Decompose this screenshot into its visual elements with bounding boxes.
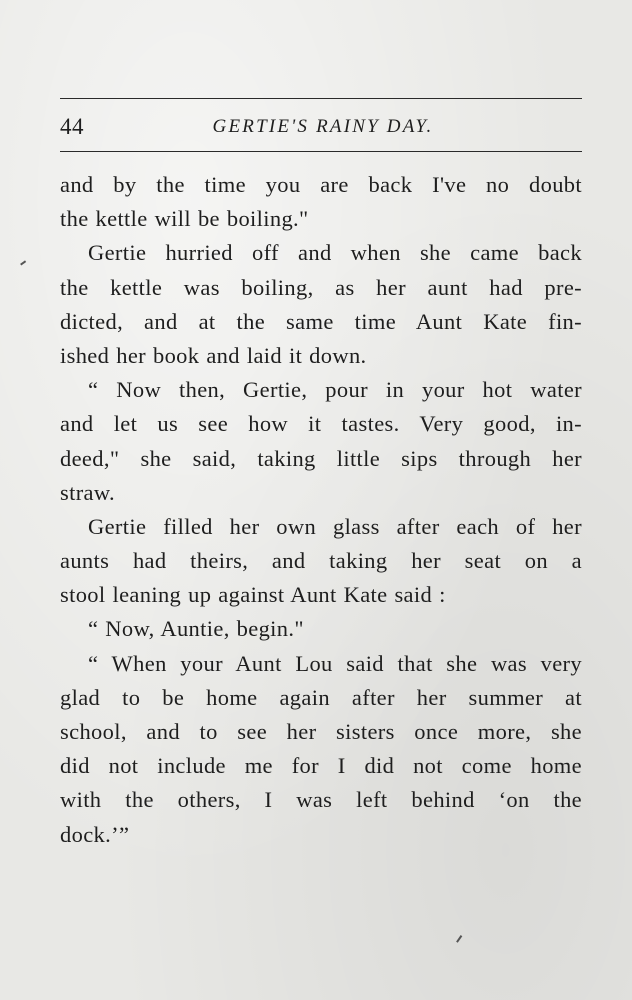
- text-line: deed," she said, taking little sips through her: [60, 445, 582, 471]
- header-bottom-rule: [60, 151, 582, 152]
- text-line: stool leaning up against Aunt Kate said :: [60, 582, 446, 608]
- text-line: dicted, and at the same time Aunt Kate fin-: [60, 308, 582, 334]
- text-line: straw.: [60, 479, 115, 505]
- body-text: [60, 168, 582, 852]
- text-line: with the others, I was left behind ‘on the: [60, 787, 582, 813]
- header-top-rule: [60, 98, 582, 99]
- text-line: aunts had theirs, and taking her seat on a: [60, 548, 582, 574]
- text-line: dock.’”: [60, 821, 130, 847]
- text-line: and let us see how it tastes. Very good, in-: [60, 411, 582, 437]
- text-line: did not include me for I did not come home: [60, 753, 582, 779]
- text-line: ished her book and laid it down.: [60, 342, 367, 368]
- text-line: school, and to see her sisters once more, she: [60, 719, 582, 744]
- margin-mark: [20, 260, 26, 265]
- text-line: glad to be home again after her summer at: [60, 684, 582, 710]
- text-line: Gertie hurried off and when she came back: [88, 240, 582, 266]
- text-line: “ Now then, Gertie, pour in your hot water: [88, 377, 582, 403]
- text-line: Gertie filled her own glass after each of her: [88, 513, 582, 539]
- text-line: “ When your Aunt Lou said that she was very: [88, 650, 582, 676]
- running-head: GERTIE'S RAINY DAY.: [212, 116, 434, 137]
- text-line: “ Now, Auntie, begin.": [88, 616, 304, 642]
- text-line: and by the time you are back I've no doubt: [60, 172, 582, 197]
- margin-mark: [456, 935, 462, 942]
- page-number: 44: [60, 114, 84, 139]
- text-line: the kettle will be boiling.": [60, 206, 309, 232]
- text-line: the kettle was boiling, as her aunt had pre-: [60, 274, 582, 300]
